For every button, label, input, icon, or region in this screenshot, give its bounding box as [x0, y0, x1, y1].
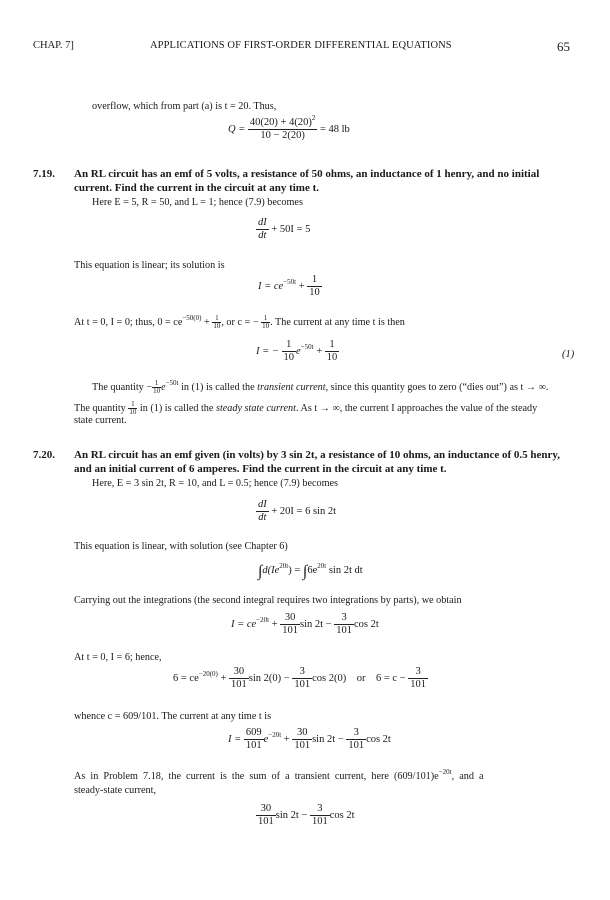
eq-part: cos 2t: [366, 733, 391, 745]
intro-line: overflow, which from part (a) is t = 20. Thus,: [92, 101, 277, 112]
text-line: Carrying out the integrations (the second integral requires two integrations by parts), we obtain: [74, 595, 462, 606]
denominator: 10: [326, 352, 338, 363]
text-part: . The current at any time t is then: [270, 316, 405, 328]
text-line: whence c = 609/101. The current at any time t is: [74, 711, 272, 722]
denominator: 10: [153, 387, 161, 395]
equation-719-3: [256, 339, 339, 364]
equation-720-3: [231, 612, 379, 637]
text-line: At t = 0, I = 6; hence,: [74, 652, 162, 663]
problem-statement-line: An RL circuit has an emf given (in volts) by 3 sin 2t, a resistance of 10 ohms, an inductance of 0.5 henry,: [74, 449, 561, 461]
chapter-label: CHAP. 7]: [33, 40, 74, 51]
eq-part: sin 2t −: [275, 809, 308, 821]
exponent: −20(0): [198, 669, 218, 678]
exponent: 20t: [279, 562, 289, 570]
text-part: , since this quantity goes to zero (“dies out”) as t → ∞.: [325, 381, 549, 393]
numerator: 3: [310, 803, 330, 816]
text-part: , and a: [451, 771, 484, 782]
problem-statement-line: An RL circuit has an emf of 5 volts, a resistance of 50 ohms, an inductance of 1 henry, and no initial: [74, 168, 540, 180]
denominator: 101: [231, 679, 247, 690]
text-line: This equation is linear; its solution is: [74, 260, 225, 271]
eq-lhs: I = ce: [258, 280, 284, 292]
numerator: 1: [282, 339, 297, 352]
numerator: 1: [325, 339, 340, 352]
operator: +: [316, 345, 323, 357]
eq-part: cos 2t: [353, 618, 379, 630]
denominator: 101: [348, 740, 365, 751]
exponent: −50(0): [182, 313, 202, 322]
text-part: At t = 0, I = 0; thus, 0 = ce: [74, 316, 183, 328]
numerator: 30: [256, 803, 276, 816]
equation-720-6: [256, 803, 355, 828]
fraction: [248, 114, 317, 142]
eq-lhs: I =: [228, 733, 242, 745]
eq-part: sin 2t −: [299, 618, 332, 630]
denominator: 101: [311, 816, 328, 827]
text-line: [92, 380, 548, 395]
equation-720-2: [258, 563, 363, 581]
denominator: 101: [336, 625, 352, 636]
numerator: 30: [229, 666, 249, 679]
denominator: 10 − 2(20): [260, 130, 305, 141]
denominator: dt: [258, 230, 267, 241]
numerator: 1: [212, 315, 221, 323]
text-line: steady-state current,: [74, 785, 157, 796]
text-line: [74, 315, 405, 330]
eq-part: sin 2t −: [312, 733, 344, 745]
numerator: 1: [307, 274, 322, 287]
text-part: As in Problem 7.18, the current is the sum of a transient current, here (609/101)e: [74, 771, 439, 782]
text-part: in (1) is called the: [137, 402, 216, 414]
operator: +: [220, 672, 227, 684]
integral-sign: ∫: [258, 563, 263, 580]
integral-sign: ∫: [302, 563, 308, 580]
exponent: −20t: [268, 730, 282, 739]
denominator: 10: [283, 352, 295, 363]
numerator: 40(20) + 4(20): [249, 117, 312, 128]
exponent: −20t: [256, 615, 270, 624]
denominator: 101: [282, 625, 298, 636]
denominator: 10: [262, 322, 270, 330]
problem-number-719: 7.19.: [33, 168, 55, 180]
term-steady-state-current: steady state current: [215, 402, 296, 414]
numerator: dI: [258, 499, 267, 510]
numerator: 1: [128, 401, 137, 409]
exponent: 2: [311, 114, 316, 122]
numerator: 1: [261, 315, 270, 323]
numerator: 30: [280, 612, 300, 625]
eq-part: ) =: [288, 565, 301, 576]
text-part: The quantity: [74, 402, 126, 414]
numerator: 1: [152, 380, 161, 388]
operator: +: [283, 733, 290, 745]
exponent: −50t: [300, 342, 314, 351]
eq-part: cos 2(0) or 6 = c −: [312, 672, 406, 684]
text-line: [74, 768, 484, 783]
eq-lhs: I = ce: [231, 618, 257, 630]
text-line: This equation is linear, with solution (see Chapter 6): [74, 541, 288, 552]
denominator: 10: [309, 287, 320, 298]
denominator: 101: [410, 679, 426, 690]
exp-base: e: [161, 381, 166, 393]
problem-statement-line: current. Find the current in the circuit at any time t.: [74, 182, 320, 194]
eq-part: d(Ie: [262, 565, 280, 576]
text-line: Here E = 5, R = 50, and L = 1; hence (7.9) becomes: [92, 197, 303, 208]
eq-rhs: = 48 lb: [319, 123, 350, 135]
problem-number-720: 7.20.: [33, 449, 55, 461]
denominator: 10: [213, 322, 221, 330]
exp-base: e: [296, 345, 301, 357]
operator: +: [298, 280, 305, 292]
page-number: 65: [557, 39, 570, 54]
numerator: 30: [292, 727, 312, 740]
numerator: 3: [408, 666, 428, 679]
running-header: [33, 40, 570, 56]
numerator: dI: [258, 217, 267, 228]
exp-base: e: [263, 733, 269, 745]
eq-part: 6 = ce: [173, 672, 199, 684]
intro-equation: [228, 114, 350, 142]
problem-statement-line: and an initial current of 6 amperes. Find the current in the circuit at any time t.: [74, 463, 447, 475]
eq-part: 6e: [307, 565, 318, 576]
exponent: −50t: [283, 277, 297, 286]
eq-part: cos 2t: [329, 809, 355, 821]
numerator: 3: [292, 666, 312, 679]
eq-part: sin 2t dt: [326, 565, 363, 576]
eq-lhs: Q =: [228, 123, 246, 135]
numerator: 3: [334, 612, 354, 625]
eq-rest: + 50I = 5: [271, 223, 311, 235]
eq-rest: + 20I = 6 sin 2t: [271, 505, 337, 517]
text-part: , or c = −: [221, 316, 259, 328]
denominator: 10: [129, 408, 137, 416]
operator: +: [271, 618, 278, 630]
eq-lhs: I = −: [256, 345, 279, 357]
denominator: dt: [258, 512, 267, 523]
equation-719-1: [256, 217, 310, 242]
text-part: in (1) is called the: [178, 381, 258, 393]
term-transient-current: transient current: [257, 381, 326, 393]
numerator: 3: [346, 727, 366, 740]
exponent: −20t: [438, 768, 452, 776]
denominator: 101: [258, 816, 274, 827]
equation-720-4: [173, 666, 428, 691]
text-line: Here, E = 3 sin 2t, R = 10, and L = 0.5; hence (7.9) becomes: [92, 478, 339, 489]
chapter-title: APPLICATIONS OF FIRST-ORDER DIFFERENTIAL EQUATIONS: [150, 40, 452, 51]
denominator: 101: [245, 740, 262, 751]
eq-part: sin 2(0) −: [248, 672, 290, 684]
equation-719-2: [258, 274, 322, 299]
denominator: 101: [294, 679, 311, 690]
text-part: . As t → ∞, the current I approaches the value of the steady: [295, 402, 538, 414]
denominator: 101: [294, 740, 311, 751]
text-line: [74, 401, 537, 416]
equation-720-5: [228, 727, 391, 752]
text-part: The quantity −: [92, 381, 153, 393]
operator: +: [204, 316, 210, 328]
numerator: 609: [245, 727, 262, 738]
text-line: state current.: [74, 415, 127, 426]
equation-number: (1): [562, 349, 575, 360]
exponent: −50t: [165, 378, 179, 387]
equation-720-1: [256, 499, 336, 524]
exponent: 20t: [317, 562, 327, 570]
